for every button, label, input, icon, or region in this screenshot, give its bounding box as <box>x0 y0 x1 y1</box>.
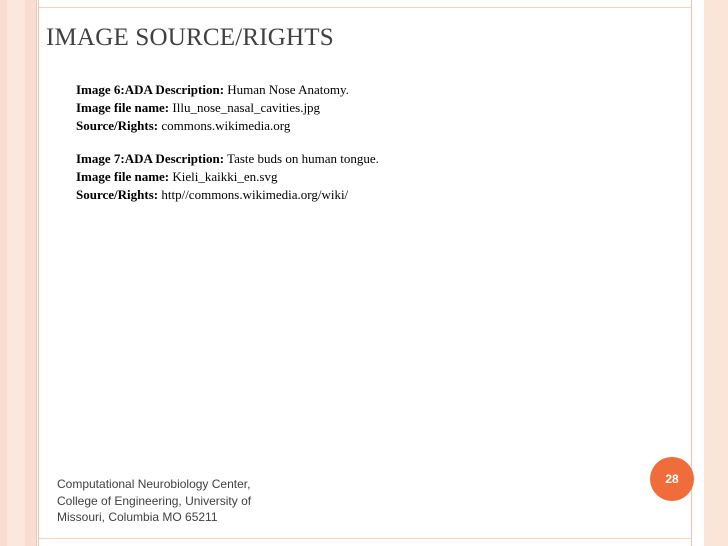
source-rights-value: commons.wikimedia.org <box>158 118 291 133</box>
source-rights-label: Source/Rights: <box>76 118 159 133</box>
description-label: Image 7:ADA Description: <box>76 151 225 166</box>
source-rights-value: http//commons.wikimedia.org/wiki/ <box>158 187 349 202</box>
file-name-label: Image file name: <box>76 169 170 184</box>
description-value: Human Nose Anatomy. <box>224 82 349 97</box>
file-name-label: Image file name: <box>76 100 170 115</box>
top-rule-line <box>39 7 691 8</box>
description-line <box>76 150 676 168</box>
footer-institution <box>57 476 277 526</box>
source-rights-line <box>76 186 676 204</box>
file-name-line <box>76 168 676 186</box>
file-name-line <box>76 99 676 117</box>
bottom-rule-line <box>39 538 691 539</box>
right-decorative-border <box>704 0 728 546</box>
footer-line: College of Engineering, University of <box>57 493 252 508</box>
source-rights-line <box>76 117 676 135</box>
file-name-value: Kieli_kaikki_en.svg <box>169 169 278 184</box>
page-number-badge <box>650 457 694 501</box>
image-source-entry-7 <box>76 150 676 204</box>
slide-title: IMAGE SOURCE/RIGHTS <box>46 24 334 51</box>
file-name-value: Illu_nose_nasal_cavities.jpg <box>169 100 321 115</box>
image-source-entry-6 <box>76 81 676 135</box>
left-decorative-border-inner <box>7 0 25 546</box>
source-rights-label: Source/Rights: <box>76 187 159 202</box>
left-rule-line <box>38 0 39 546</box>
right-rule-line <box>691 0 692 546</box>
left-decorative-border <box>0 0 37 546</box>
footer-line: Computational Neurobiology Center, <box>57 477 251 491</box>
description-value: Taste buds on human tongue. <box>224 151 379 166</box>
image-source-list <box>76 81 676 219</box>
description-line <box>76 81 676 99</box>
footer-line: Missouri, Columbia MO 65211 <box>57 510 218 524</box>
description-label: Image 6:ADA Description: <box>76 82 225 97</box>
page-number: 28 <box>665 472 679 486</box>
